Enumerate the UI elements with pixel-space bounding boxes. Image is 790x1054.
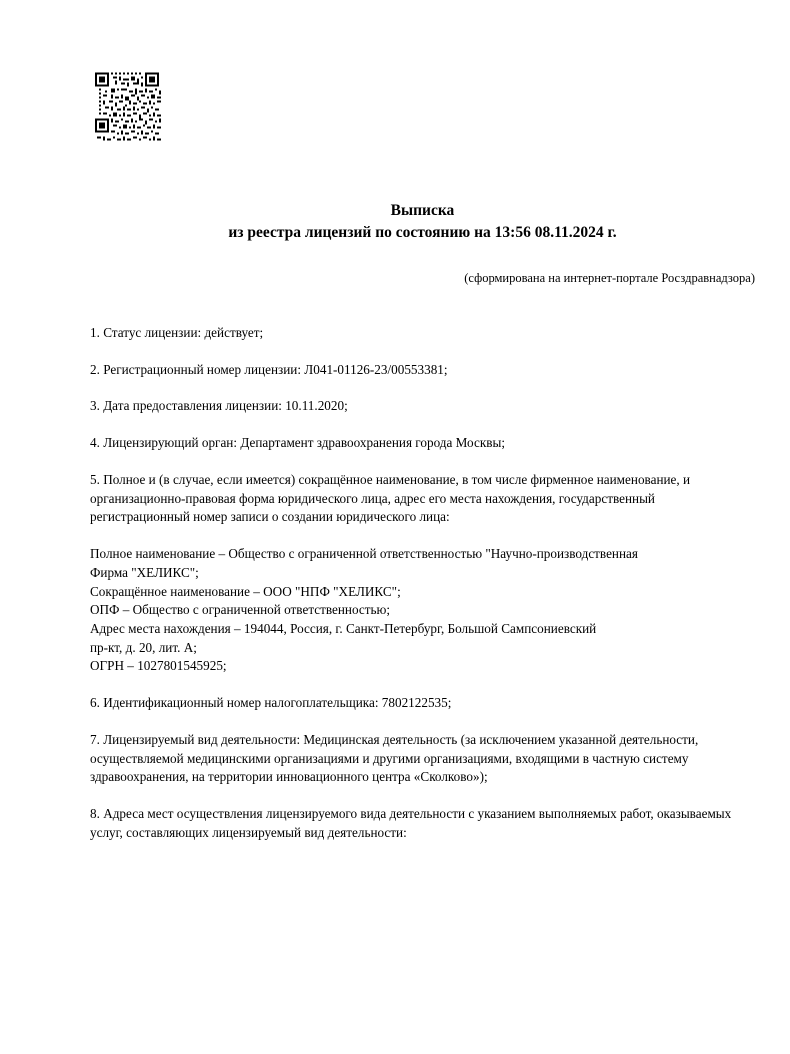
entity-detail-line: Адрес места нахождения – 194044, Россия, г. Санкт-Петербург, Большой Сампсониевский: [90, 621, 597, 637]
document-subtitle: (сформирована на интернет-портале Росздравнадзора): [464, 270, 755, 285]
entity-detail-line: Сокращённое наименование – ООО "НПФ "ХЕЛИКС";: [90, 583, 401, 599]
item-1-status: 1. Статус лицензии: действует;: [90, 324, 264, 340]
item-7-activity-type: 7. Лицензируемый вид деятельности: Медицинская деятельность (за исключением указанной деятельности, осуществляемой медицинскими организациями и другими организациями, входящими в частную систему здравоохранения, на территории инновационного центра «Сколково»);: [90, 731, 699, 785]
document-body: [90, 324, 755, 843]
item-6-inn: 6. Идентификационный номер налогоплательщика: 7802122535;: [90, 695, 452, 711]
entity-detail-line: пр-кт, д. 20, лит. А;: [90, 639, 197, 655]
item-3-issue-date: 3. Дата предоставления лицензии: 10.11.2020;: [90, 398, 348, 414]
item-4-licensing-authority: 4. Лицензирующий орган: Департамент здравоохранения города Москвы;: [90, 435, 505, 451]
entity-detail-line: Фирма "ХЕЛИКС";: [90, 564, 199, 580]
title-line-2: из реестра лицензий по состоянию на 13:56 08.11.2024 г.: [228, 224, 617, 242]
qr-code-svg: [93, 60, 175, 155]
page-title: [90, 200, 755, 245]
item-2-registration-number: 2. Регистрационный номер лицензии: Л041-01126-23/00553381;: [90, 361, 448, 377]
qr-code-icon: [93, 60, 175, 155]
entity-detail-line: ОПФ – Общество с ограниченной ответственностью;: [90, 602, 391, 618]
title-line-1: Выписка: [390, 202, 455, 219]
document-content: [90, 200, 755, 843]
item-5-details: [90, 545, 755, 676]
entity-detail-line: Полное наименование – Общество с ограниченной ответственностью "Научно-производственная: [90, 546, 638, 562]
item-5-entity-names: 5. Полное и (в случае, если имеется) сокращённое наименование, в том числе фирменное наименование, и организационно-правовая форма юридического лица, адрес его места нахождения, государственный регистрационный номер записи о создании юридического лица:: [90, 471, 691, 525]
item-8-addresses: 8. Адреса мест осуществления лицензируемого вида деятельности с указанием выполняемых работ, оказываемых услуг, составляющих лицензируемый вид деятельности:: [90, 806, 732, 840]
entity-detail-line: ОГРН – 1027801545925;: [90, 658, 227, 674]
